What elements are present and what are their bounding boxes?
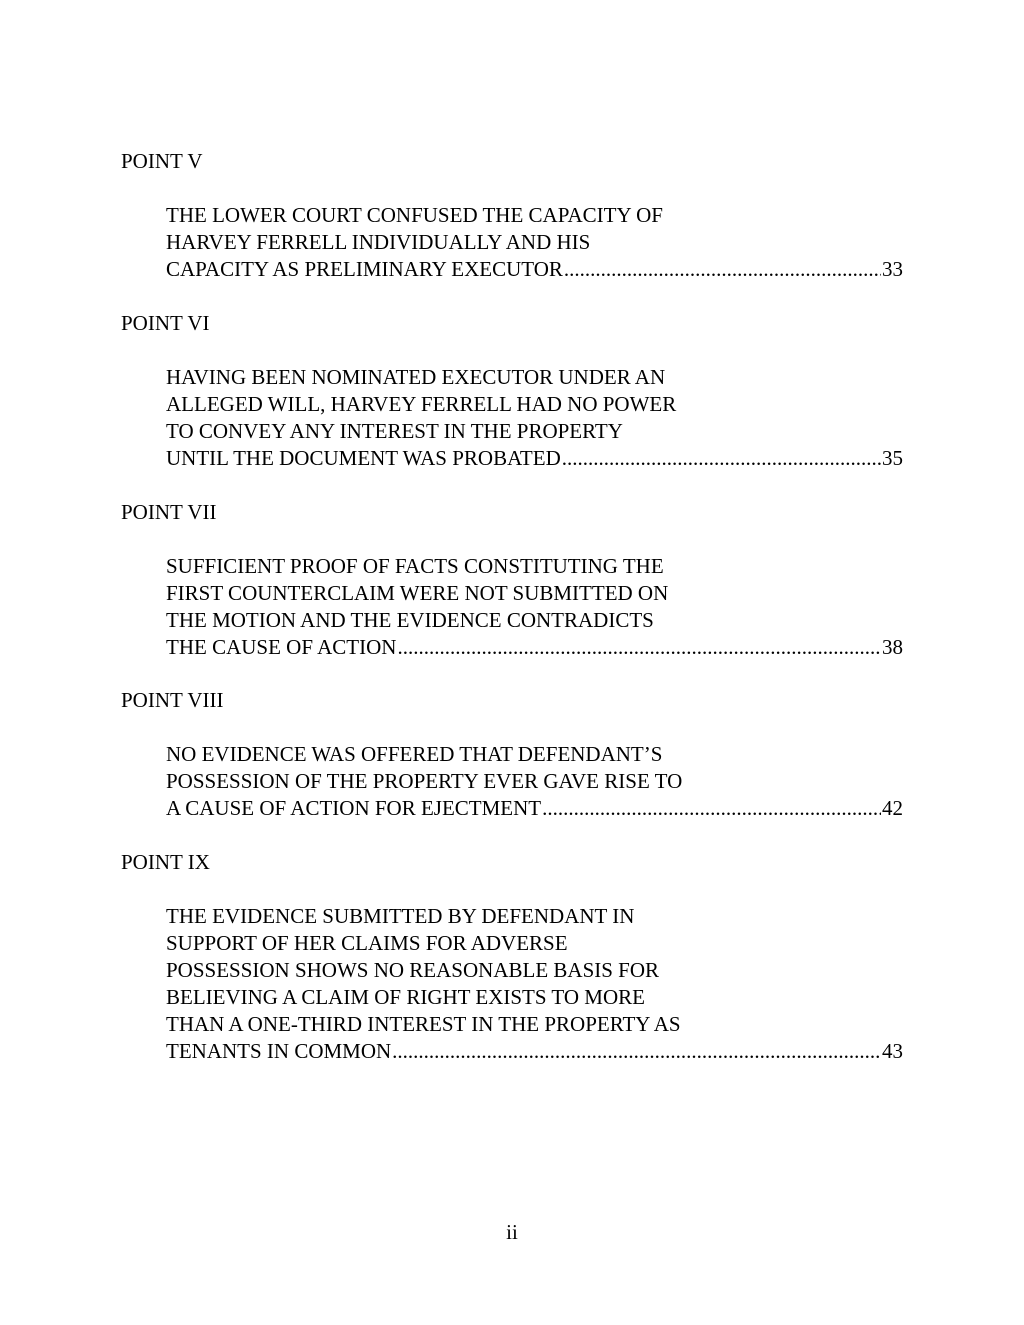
point-heading: POINT V [121,149,203,173]
page-number: ii [506,1220,518,1244]
entry-line: POSSESSION OF THE PROPERTY EVER GAVE RISE TO [166,769,683,793]
dot-leader [392,1038,881,1065]
dot-leader [562,445,881,472]
entry-line: THE CAUSE OF ACTION [166,635,397,659]
entry-last-line [166,256,903,283]
entry-last-line [166,634,903,661]
entry-line: THE MOTION AND THE EVIDENCE CONTRADICTS [166,608,654,632]
entry-last-line [166,1038,903,1065]
toc-entry [166,903,903,1065]
point-heading: POINT VIII [121,688,224,712]
dot-leader [542,795,881,822]
entry-line: A CAUSE OF ACTION FOR EJECTMENT [166,796,542,820]
entry-page-number: 43 [882,1039,903,1063]
dot-leader [564,256,881,283]
entry-line: THE EVIDENCE SUBMITTED BY DEFENDANT IN [166,904,635,928]
entry-page-number: 38 [882,635,903,659]
point-heading: POINT IX [121,850,210,874]
point-heading: POINT VII [121,500,217,524]
entry-line: FIRST COUNTERCLAIM WERE NOT SUBMITTED ON [166,581,669,605]
entry-line: SUPPORT OF HER CLAIMS FOR ADVERSE [166,931,568,955]
entry-line: POSSESSION SHOWS NO REASONABLE BASIS FOR [166,958,660,982]
entry-line: HAVING BEEN NOMINATED EXECUTOR UNDER AN [166,365,666,389]
entry-line: THAN A ONE-THIRD INTEREST IN THE PROPERTY AS [166,1012,681,1036]
entry-last-line [166,445,903,472]
entry-page-number: 42 [882,796,903,820]
entry-line: BELIEVING A CLAIM OF RIGHT EXISTS TO MORE [166,985,645,1009]
toc-entry [166,553,903,661]
point-heading: POINT VI [121,311,210,335]
entry-line: THE LOWER COURT CONFUSED THE CAPACITY OF [166,203,663,227]
entry-line: TO CONVEY ANY INTEREST IN THE PROPERTY [166,419,623,443]
entry-line: TENANTS IN COMMON [166,1039,392,1063]
toc-entry [166,364,903,472]
dot-leader [397,634,881,661]
entry-line: NO EVIDENCE WAS OFFERED THAT DEFENDANT’S [166,742,663,766]
entry-last-line [166,795,903,822]
entry-line: CAPACITY AS PRELIMINARY EXECUTOR [166,257,563,281]
toc-entry [166,741,903,822]
entry-line: SUFFICIENT PROOF OF FACTS CONSTITUTING THE [166,554,664,578]
entry-line: ALLEGED WILL, HARVEY FERRELL HAD NO POWER [166,392,677,416]
entry-page-number: 33 [882,257,903,281]
entry-line: UNTIL THE DOCUMENT WAS PROBATED [166,446,561,470]
entry-page-number: 35 [882,446,903,470]
entry-line: HARVEY FERRELL INDIVIDUALLY AND HIS [166,230,591,254]
toc-entry [166,202,903,283]
